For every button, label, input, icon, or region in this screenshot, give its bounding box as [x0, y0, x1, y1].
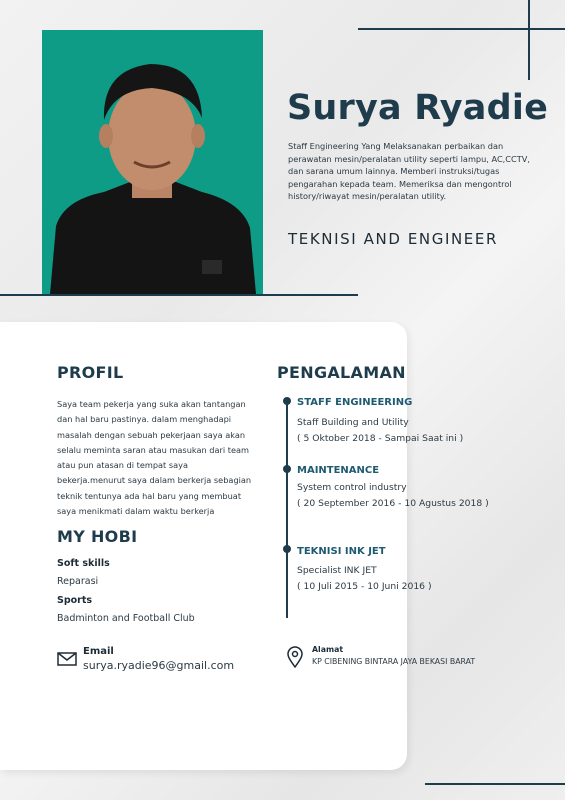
experience-title: MAINTENANCE — [297, 465, 380, 476]
top-right-vertical-line — [528, 0, 530, 80]
job-role: TEKNISI AND ENGINEER — [288, 230, 498, 248]
person-silhouette — [42, 30, 263, 294]
profile-photo — [42, 30, 263, 294]
experience-period: ( 10 Juli 2015 - 10 Juni 2016 ) — [297, 581, 432, 592]
timeline-dot — [283, 397, 291, 405]
experience-heading: PENGALAMAN — [277, 363, 406, 382]
header-divider-line — [0, 294, 358, 296]
location-pin-icon — [287, 646, 303, 668]
experience-place: System control industry — [297, 482, 407, 493]
bottom-right-line — [425, 783, 565, 785]
email-address[interactable]: surya.ryadie96@gmail.com — [83, 659, 235, 672]
hobi-value-soft-skills: Reparasi — [57, 576, 99, 587]
address-text: KP CIBENING BINTARA JAYA BEKASI BARAT — [312, 657, 476, 666]
profile-text: Saya team pekerja yang suka akan tantangan dan hal baru pastinya. dalam menghadapi masalah dengan sebuah pekerjaan saya akan selalu meminta saran atau masukan dari team atau pun atasan di tempat saya bekerja.menurut saya dalam berkerja sebagian teknik tentunya ada hal baru yang membuat saya menikmati dalam waktu berkerja — [57, 399, 252, 517]
hobi-title-sports: Sports — [57, 595, 93, 606]
experience-place: Specialist INK JET — [297, 565, 377, 576]
hobi-title-soft-skills: Soft skills — [57, 558, 110, 569]
experience-timeline — [286, 400, 288, 618]
experience-title: TEKNISI INK JET — [297, 546, 386, 557]
timeline-dot — [283, 545, 291, 553]
summary-text: Staff Engineering Yang Melaksanakan perbaikan dan perawatan mesin/peralatan utility seperti lampu, AC,CCTV, dan sarana umum lainnya. Memberi instruksi/tugas pengarahan kepada team. Memeriksa dan mengontrol history/riwayat mesin/peralatan utility. — [288, 141, 530, 201]
timeline-dot — [283, 465, 291, 473]
profile-heading: PROFIL — [57, 363, 124, 382]
person-name: Surya Ryadie — [287, 88, 549, 128]
experience-title: STAFF ENGINEERING — [297, 397, 413, 408]
top-right-horizontal-line — [358, 28, 565, 30]
experience-place: Staff Building and Utility — [297, 417, 409, 428]
hobi-heading: MY HOBI — [57, 527, 138, 546]
experience-period: ( 5 Oktober 2018 - Sampai Saat ini ) — [297, 433, 464, 444]
address-label: Alamat — [312, 645, 344, 654]
hobi-value-sports: Badminton and Football Club — [57, 613, 195, 624]
email-icon — [57, 652, 77, 666]
experience-period: ( 20 September 2016 - 10 Agustus 2018 ) — [297, 498, 489, 509]
email-label: Email — [83, 646, 114, 657]
